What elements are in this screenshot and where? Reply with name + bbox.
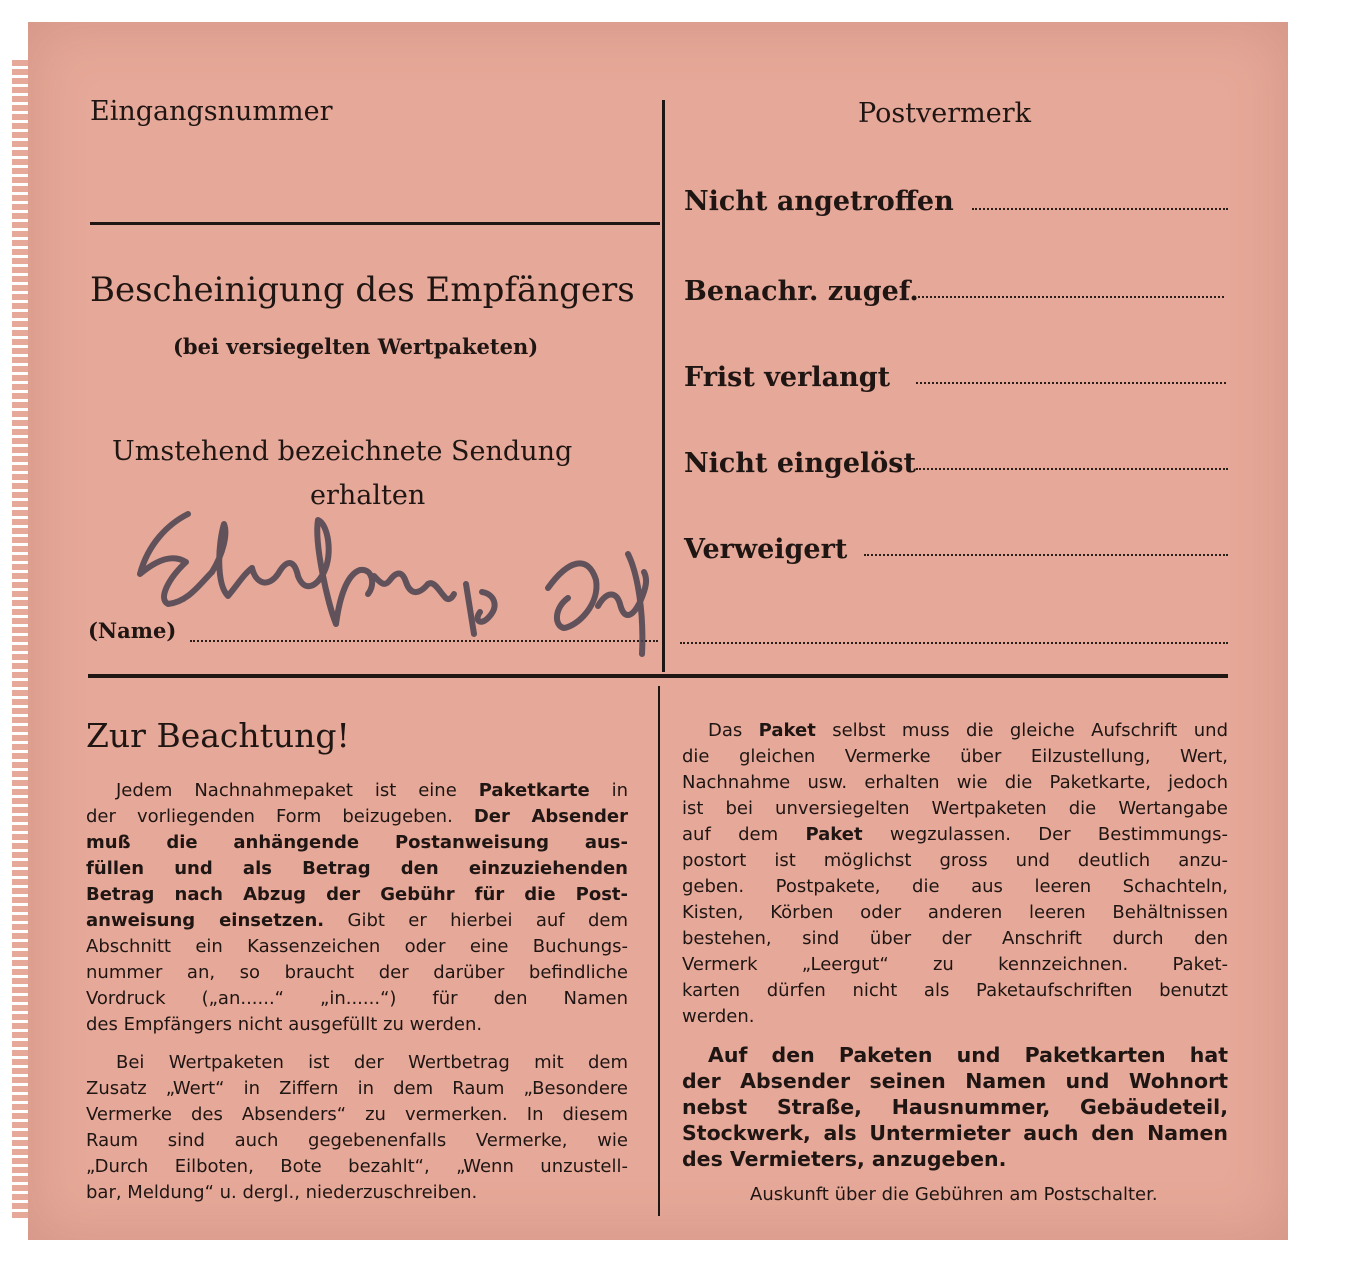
notice-heading: Zur Beachtung! (86, 716, 350, 755)
field-not-found-label: Nicht angetroffen (684, 186, 954, 217)
notice-paragraph-2: Bei Wertpaketen ist der Wertbetrag mit dem Zusatz „Wert“ in Ziffern in dem Raum „Besondere Vermerke des Absenders“ zu vermerken. In diesem Raum sind auch gegebenenfalls Vermerke, wie „Durch Eilboten, Bote bezahlt“, „Wenn unzustell- bar, Meldung“ u. dergl., niederzuschreiben. (86, 1052, 628, 1203)
eingangsnummer-rule (90, 222, 660, 225)
notice-paragraph-1: Jedem Nachnahmepaket ist eine Paketkarte in der vorliegenden Form beizugeben. Der Absender muß die anhängende Postanweisung aus- füllen und als Betrag den einzuziehenden Betrag nach Abzug der Gebühr für die Post- anweisung einsetzen. Gibt er hierbei auf dem Abschnitt ein Kassenzeichen oder eine Buchungs- nummer an, so braucht der darüber befindliche Vordruck („an......“ „in......“) für den Namen des Empfängers nicht ausgefüllt zu werden. (86, 780, 628, 1035)
field-deadline-line[interactable] (916, 382, 1226, 384)
field-notified-line[interactable] (918, 296, 1224, 298)
received-line-2: erhalten (310, 480, 426, 511)
field-not-redeemed-line[interactable] (916, 468, 1228, 470)
horizontal-divider (88, 674, 1228, 678)
field-deadline-label: Frist verlangt (684, 362, 891, 393)
vertical-divider-bottom (658, 686, 660, 1216)
received-line-1: Umstehend bezeichnete Sendung (112, 436, 573, 467)
field-not-redeemed-label: Nicht eingelöst (684, 448, 916, 479)
field-extra-line[interactable] (680, 642, 1228, 644)
name-label: (Name) (88, 618, 177, 643)
certificate-subtitle: (bei versiegelten Wertpaketen) (173, 334, 539, 359)
postvermerk-title: Postvermerk (858, 98, 1032, 129)
handwritten-signature (128, 484, 668, 664)
package-paragraph-1: Das Paket selbst muss die gleiche Aufschrift und die gleichen Vermerke über Eilzustellung, Wert, Nachnahme usw. erhalten wie die Paketkarte, jedoch ist bei unversiegelten Wertpaketen die Wertangabe auf dem Paket wegzulassen. Der Bestimmungs- postort ist möglichst gross und deutlich anzu- geben. Postpakete, die aus leeren Schachteln, Kisten, Körben oder anderen leeren Behältnissen bestehen, sind über der Anschrift durch den Vermerk „Leergut“ zu kennzeichnen. Paket- karten dürfen nicht als Paketaufschriften benutzt werden. (682, 720, 1228, 1027)
sender-notice-paragraph: Auf den Paketen und Paketkarten hat der Absender seinen Namen und Wohnort nebst Straße, Hausnummer, Gebäudeteil, Stockwerk, als Untermieter auch den Namen des Vermieters, anzugeben. (682, 1043, 1228, 1171)
field-notified-label: Benachr. zugef. (684, 276, 919, 307)
fees-info-footer: Auskunft über die Gebühren am Postschalter. (750, 1184, 1158, 1205)
parcel-card (28, 22, 1288, 1240)
field-refused-label: Verweigert (684, 534, 848, 565)
perforated-edge (12, 60, 28, 1220)
eingangsnummer-title: Eingangsnummer (90, 96, 333, 127)
field-not-found-line[interactable] (972, 208, 1228, 210)
field-refused-line[interactable] (864, 554, 1228, 556)
certificate-title: Bescheinigung des Empfängers (90, 270, 635, 310)
